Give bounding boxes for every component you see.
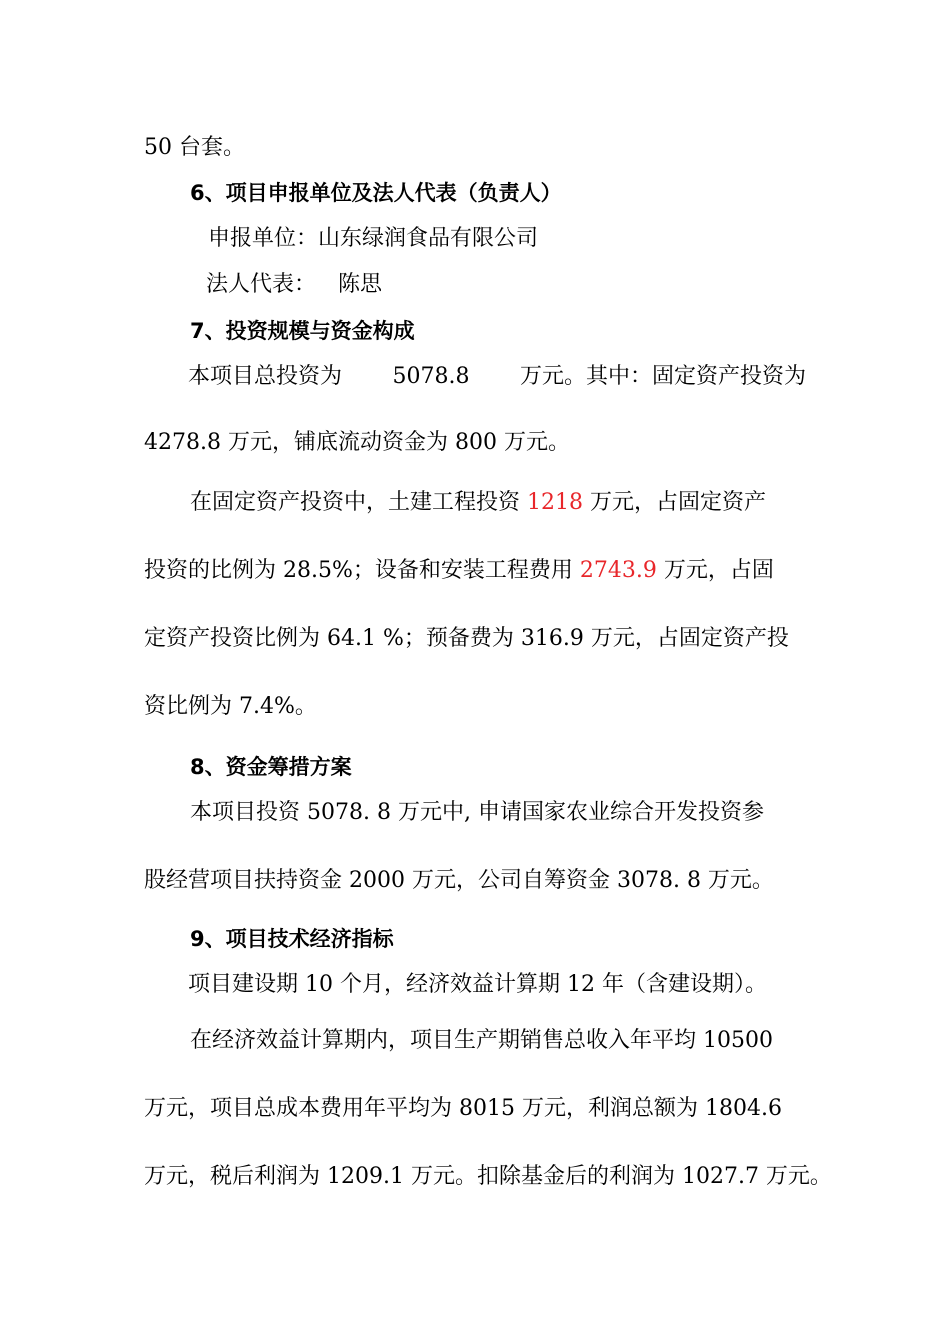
text-segment: 5078.8 (392, 364, 470, 389)
text-line: 50 台套。 (144, 135, 245, 160)
text-line: 万元，项目总成本费用年平均为 8015 万元，利润总额为 1804.6 (144, 1096, 782, 1121)
text-line: 项目建设期 10 个月，经济效益计算期 12 年（含建设期）。 (188, 972, 767, 997)
text-line: 股经营项目扶持资金 2000 万元，公司自筹资金 3078. 8 万元。 (144, 868, 774, 893)
legal-rep-value: 陈思 (338, 272, 383, 297)
text-line: 本项目投资 5078. 8 万元中, 申请国家农业综合开发投资参 (190, 800, 764, 825)
section-heading-8: 8、资金筹措方案 (190, 755, 352, 779)
highlighted-value: 2743.9 (579, 558, 657, 583)
applicant-unit-value: 山东绿润食品有限公司 (318, 226, 539, 251)
text-segment: 万元，占固 (656, 558, 774, 583)
text-line: 4278.8 万元，铺底流动资金为 800 万元。 (144, 430, 570, 455)
text-line (190, 488, 766, 518)
text-line (144, 556, 774, 586)
text-line: 在经济效益计算期内，项目生产期销售总收入年平均 10500 (190, 1028, 773, 1053)
text-line: 万元，税后利润为 1209.1 万元。扣除基金后的利润为 1027.7 万元。 (144, 1164, 832, 1189)
text-line: 定资产投资比例为 64.1 %；预备费为 316.9 万元，占固定资产投 (144, 626, 789, 651)
highlighted-value: 1218 (527, 490, 583, 515)
section-heading-9: 9、项目技术经济指标 (190, 927, 394, 951)
text-line: 资比例为 7.4%。 (144, 694, 317, 719)
applicant-unit-row (208, 224, 538, 254)
applicant-unit-label: 申报单位： (208, 226, 319, 251)
legal-rep-label: 法人代表： (206, 272, 317, 297)
text-segment: 万元，占固定资产 (583, 490, 766, 515)
legal-rep-row (206, 270, 382, 300)
section-heading-6: 6、项目申报单位及法人代表（负责人） (190, 181, 562, 205)
text-segment: 本项目总投资为 (188, 364, 343, 389)
section-heading-7: 7、投资规模与资金构成 (190, 319, 415, 343)
text-segment: 投资的比例为 28.5%；设备和安装工程费用 (144, 558, 580, 583)
text-segment: 在固定资产投资中，土建工程投资 (190, 490, 527, 515)
text-line-justified (188, 362, 806, 392)
text-segment: 万元。其中：固定资产投资为 (519, 364, 806, 389)
